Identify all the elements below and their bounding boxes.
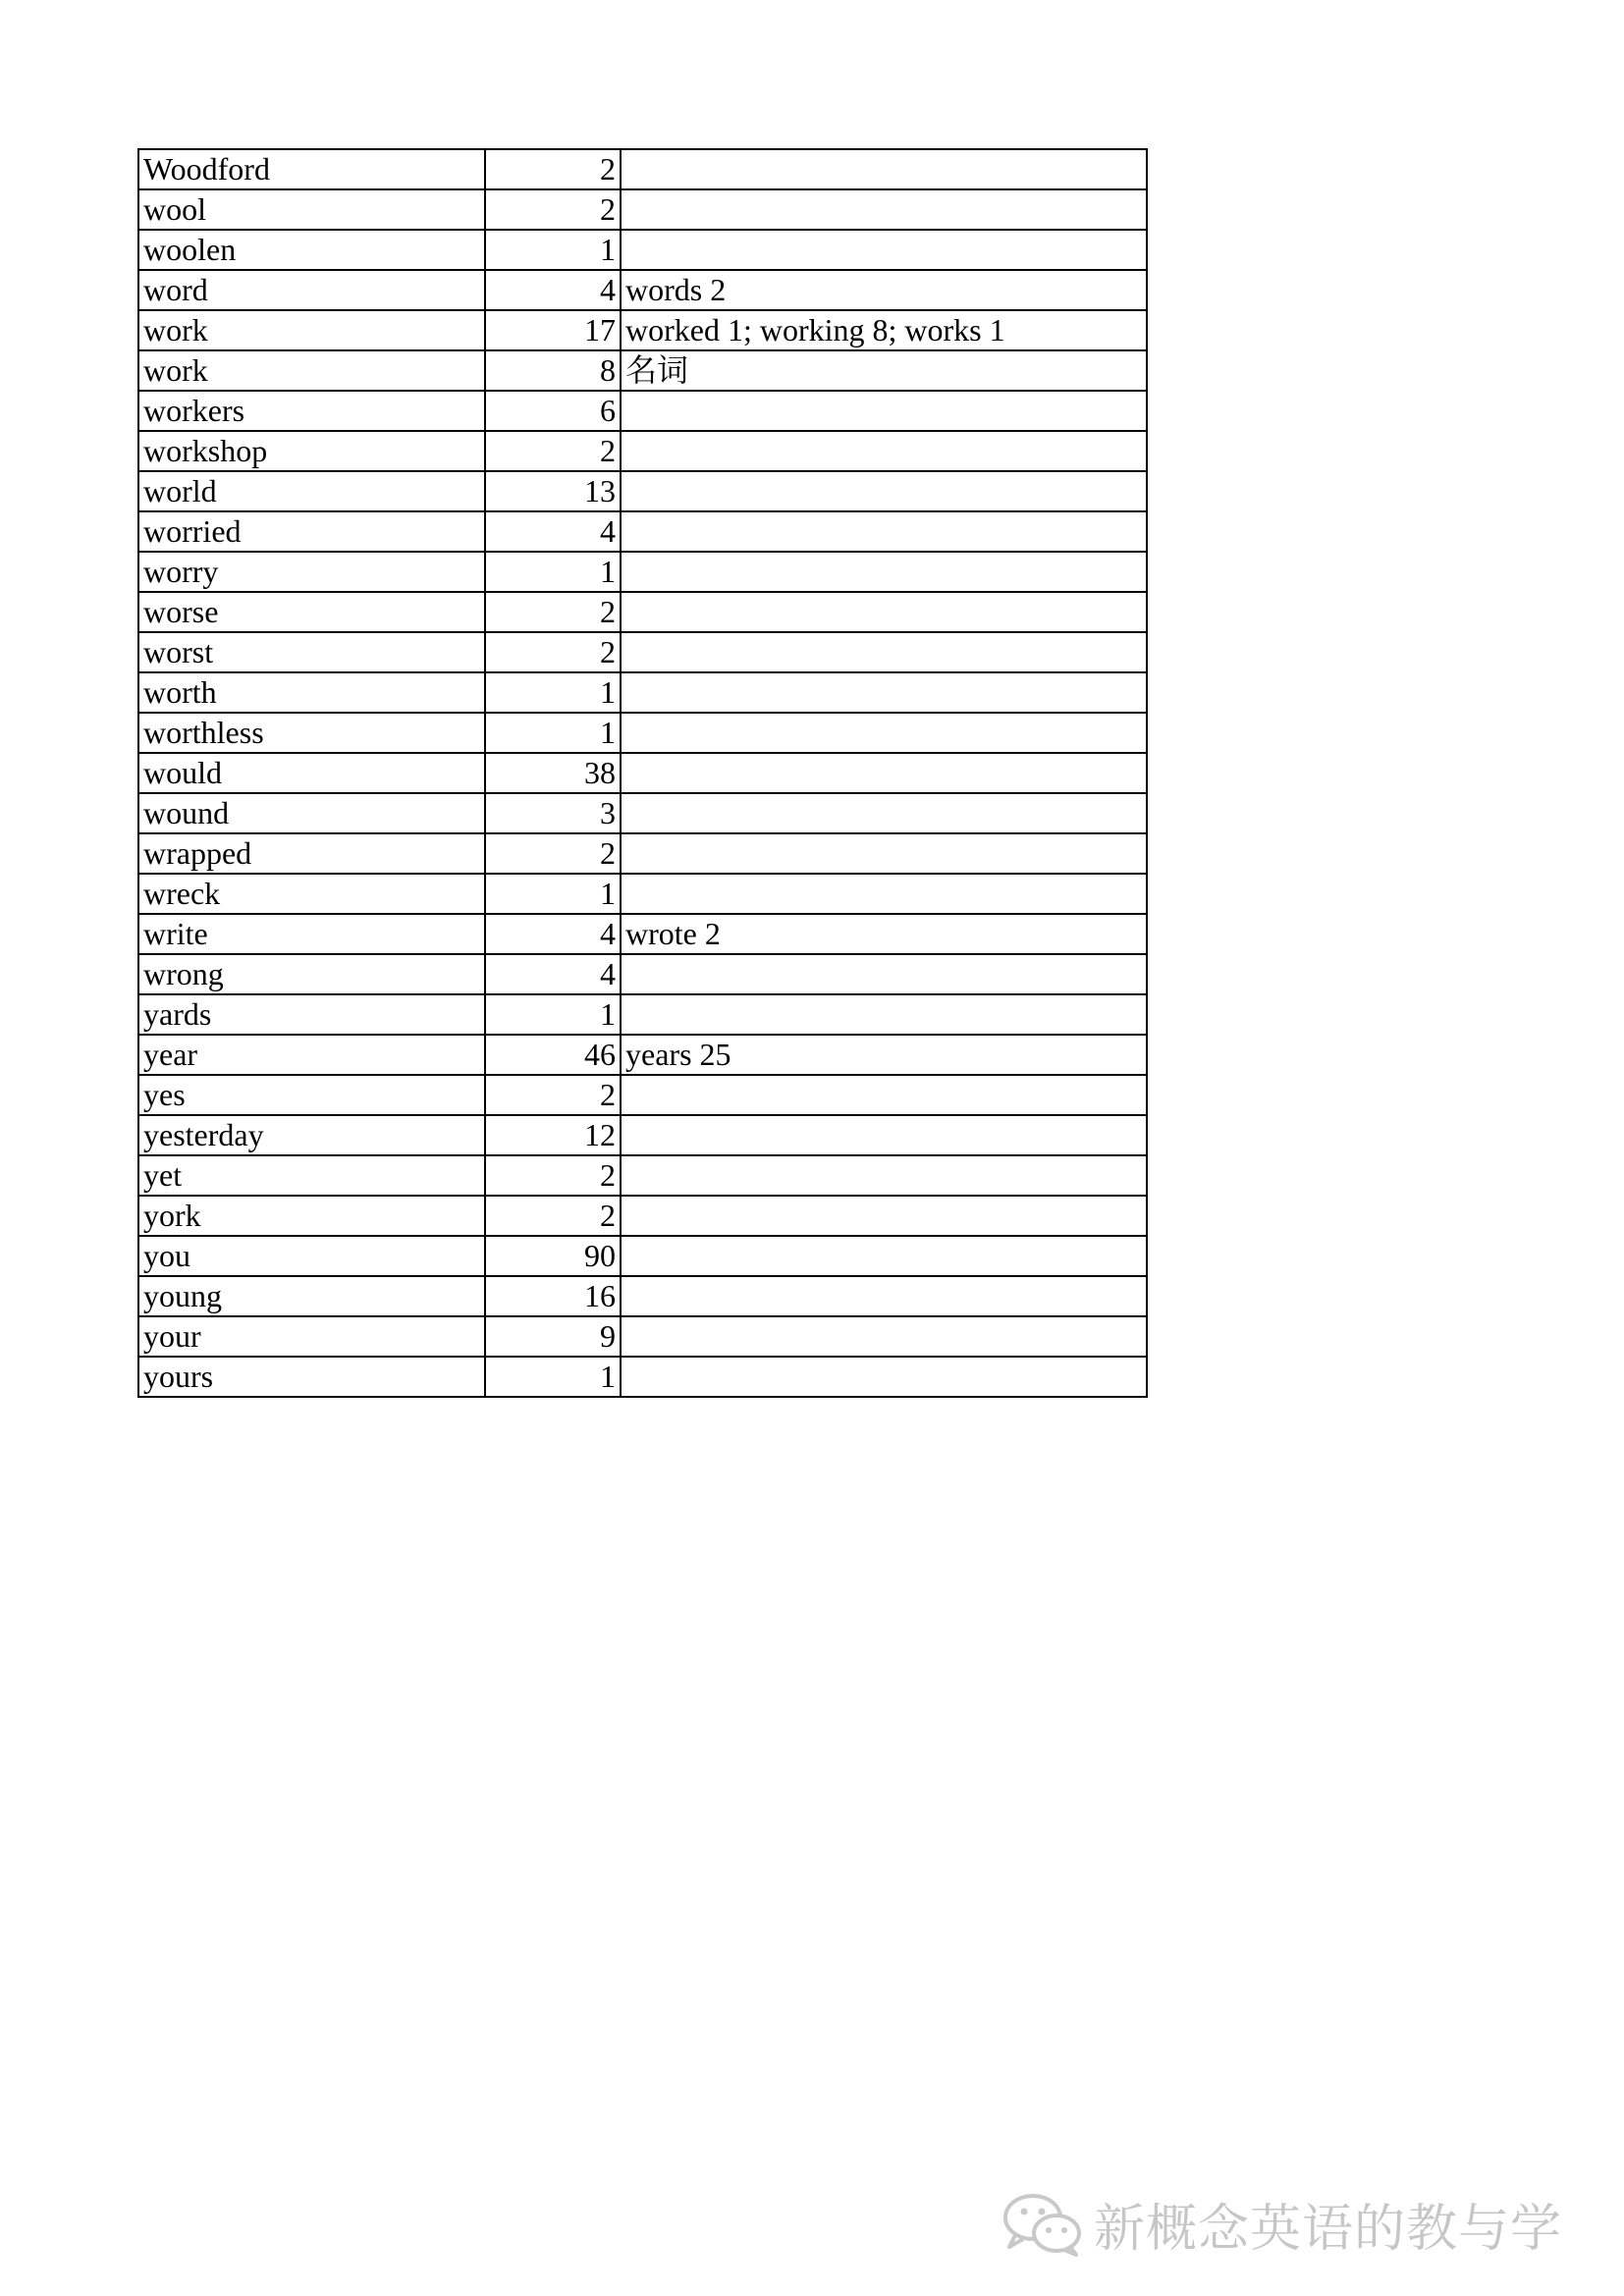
word-cell: workshop <box>138 431 485 471</box>
note-cell <box>621 431 1147 471</box>
table-row <box>138 1035 1147 1075</box>
word-cell: year <box>138 1035 485 1075</box>
table-row <box>138 350 1147 391</box>
count-cell: 17 <box>485 310 621 350</box>
word-cell: worst <box>138 632 485 672</box>
table-row <box>138 431 1147 471</box>
word-cell: worry <box>138 552 485 592</box>
count-cell: 4 <box>485 270 621 310</box>
table-row <box>138 310 1147 350</box>
table-row <box>138 713 1147 753</box>
note-cell: words 2 <box>621 270 1147 310</box>
count-cell: 13 <box>485 471 621 511</box>
table-row <box>138 753 1147 793</box>
word-cell: yours <box>138 1357 485 1397</box>
note-cell <box>621 1316 1147 1357</box>
count-cell: 4 <box>485 511 621 552</box>
word-cell: workers <box>138 391 485 431</box>
word-cell: york <box>138 1196 485 1236</box>
table-row <box>138 833 1147 874</box>
table-row <box>138 1236 1147 1276</box>
count-cell: 8 <box>485 350 621 391</box>
note-cell <box>621 672 1147 713</box>
count-cell: 1 <box>485 874 621 914</box>
note-cell <box>621 391 1147 431</box>
word-frequency-table <box>137 148 1148 1398</box>
table-row <box>138 471 1147 511</box>
watermark <box>1001 2187 1562 2261</box>
count-cell: 12 <box>485 1115 621 1155</box>
note-cell: 名词 <box>621 350 1147 391</box>
note-cell <box>621 1115 1147 1155</box>
note-cell <box>621 1276 1147 1316</box>
word-cell: work <box>138 350 485 391</box>
word-cell: work <box>138 310 485 350</box>
count-cell: 6 <box>485 391 621 431</box>
count-cell: 4 <box>485 954 621 994</box>
count-cell: 1 <box>485 1357 621 1397</box>
count-cell: 1 <box>485 994 621 1035</box>
word-cell: worth <box>138 672 485 713</box>
word-cell: yesterday <box>138 1115 485 1155</box>
note-cell: wrote 2 <box>621 914 1147 954</box>
word-cell: worse <box>138 592 485 632</box>
table-row <box>138 592 1147 632</box>
count-cell: 2 <box>485 431 621 471</box>
count-cell: 2 <box>485 149 621 189</box>
count-cell: 2 <box>485 1155 621 1196</box>
word-cell: wool <box>138 189 485 230</box>
wechat-icon <box>1001 2190 1084 2259</box>
note-cell <box>621 230 1147 270</box>
note-cell: worked 1; working 8; works 1 <box>621 310 1147 350</box>
table-row <box>138 914 1147 954</box>
count-cell: 38 <box>485 753 621 793</box>
table-row <box>138 149 1147 189</box>
word-cell: would <box>138 753 485 793</box>
table-row <box>138 1357 1147 1397</box>
table-row <box>138 1155 1147 1196</box>
word-cell: world <box>138 471 485 511</box>
watermark-text: 新概念英语的教与学 <box>1094 2200 1563 2259</box>
count-cell: 90 <box>485 1236 621 1276</box>
table-row <box>138 230 1147 270</box>
word-cell: wrapped <box>138 833 485 874</box>
word-cell: you <box>138 1236 485 1276</box>
count-cell: 1 <box>485 230 621 270</box>
table-row <box>138 189 1147 230</box>
note-cell <box>621 833 1147 874</box>
word-cell: yet <box>138 1155 485 1196</box>
table-row <box>138 391 1147 431</box>
note-cell: years 25 <box>621 1035 1147 1075</box>
count-cell: 4 <box>485 914 621 954</box>
count-cell: 2 <box>485 632 621 672</box>
word-cell: Woodford <box>138 149 485 189</box>
note-cell <box>621 1075 1147 1115</box>
note-cell <box>621 994 1147 1035</box>
word-cell: your <box>138 1316 485 1357</box>
note-cell <box>621 592 1147 632</box>
word-cell: yards <box>138 994 485 1035</box>
note-cell <box>621 713 1147 753</box>
table-row <box>138 874 1147 914</box>
table-body <box>138 149 1147 1397</box>
word-cell: woolen <box>138 230 485 270</box>
note-cell <box>621 954 1147 994</box>
count-cell: 46 <box>485 1035 621 1075</box>
table-row <box>138 1316 1147 1357</box>
word-cell: wound <box>138 793 485 833</box>
table-row <box>138 1196 1147 1236</box>
table-row <box>138 793 1147 833</box>
note-cell <box>621 552 1147 592</box>
word-cell: worried <box>138 511 485 552</box>
count-cell: 2 <box>485 1196 621 1236</box>
count-cell: 1 <box>485 672 621 713</box>
word-cell: word <box>138 270 485 310</box>
note-cell <box>621 753 1147 793</box>
table-row <box>138 270 1147 310</box>
word-cell: write <box>138 914 485 954</box>
table-row <box>138 1276 1147 1316</box>
count-cell: 9 <box>485 1316 621 1357</box>
count-cell: 2 <box>485 833 621 874</box>
table-row <box>138 552 1147 592</box>
note-cell <box>621 471 1147 511</box>
count-cell: 2 <box>485 592 621 632</box>
word-cell: worthless <box>138 713 485 753</box>
word-cell: wrong <box>138 954 485 994</box>
table-row <box>138 1075 1147 1115</box>
count-cell: 1 <box>485 713 621 753</box>
table-row <box>138 511 1147 552</box>
word-cell: young <box>138 1276 485 1316</box>
count-cell: 16 <box>485 1276 621 1316</box>
table-row <box>138 632 1147 672</box>
note-cell <box>621 1357 1147 1397</box>
note-cell <box>621 1196 1147 1236</box>
word-cell: wreck <box>138 874 485 914</box>
table-row <box>138 672 1147 713</box>
count-cell: 2 <box>485 189 621 230</box>
note-cell <box>621 511 1147 552</box>
word-cell: yes <box>138 1075 485 1115</box>
table-row <box>138 1115 1147 1155</box>
note-cell <box>621 793 1147 833</box>
note-cell <box>621 189 1147 230</box>
table-row <box>138 954 1147 994</box>
note-cell <box>621 632 1147 672</box>
note-cell <box>621 1155 1147 1196</box>
count-cell: 1 <box>485 552 621 592</box>
note-cell <box>621 874 1147 914</box>
note-cell <box>621 1236 1147 1276</box>
count-cell: 2 <box>485 1075 621 1115</box>
count-cell: 3 <box>485 793 621 833</box>
note-cell <box>621 149 1147 189</box>
table-row <box>138 994 1147 1035</box>
